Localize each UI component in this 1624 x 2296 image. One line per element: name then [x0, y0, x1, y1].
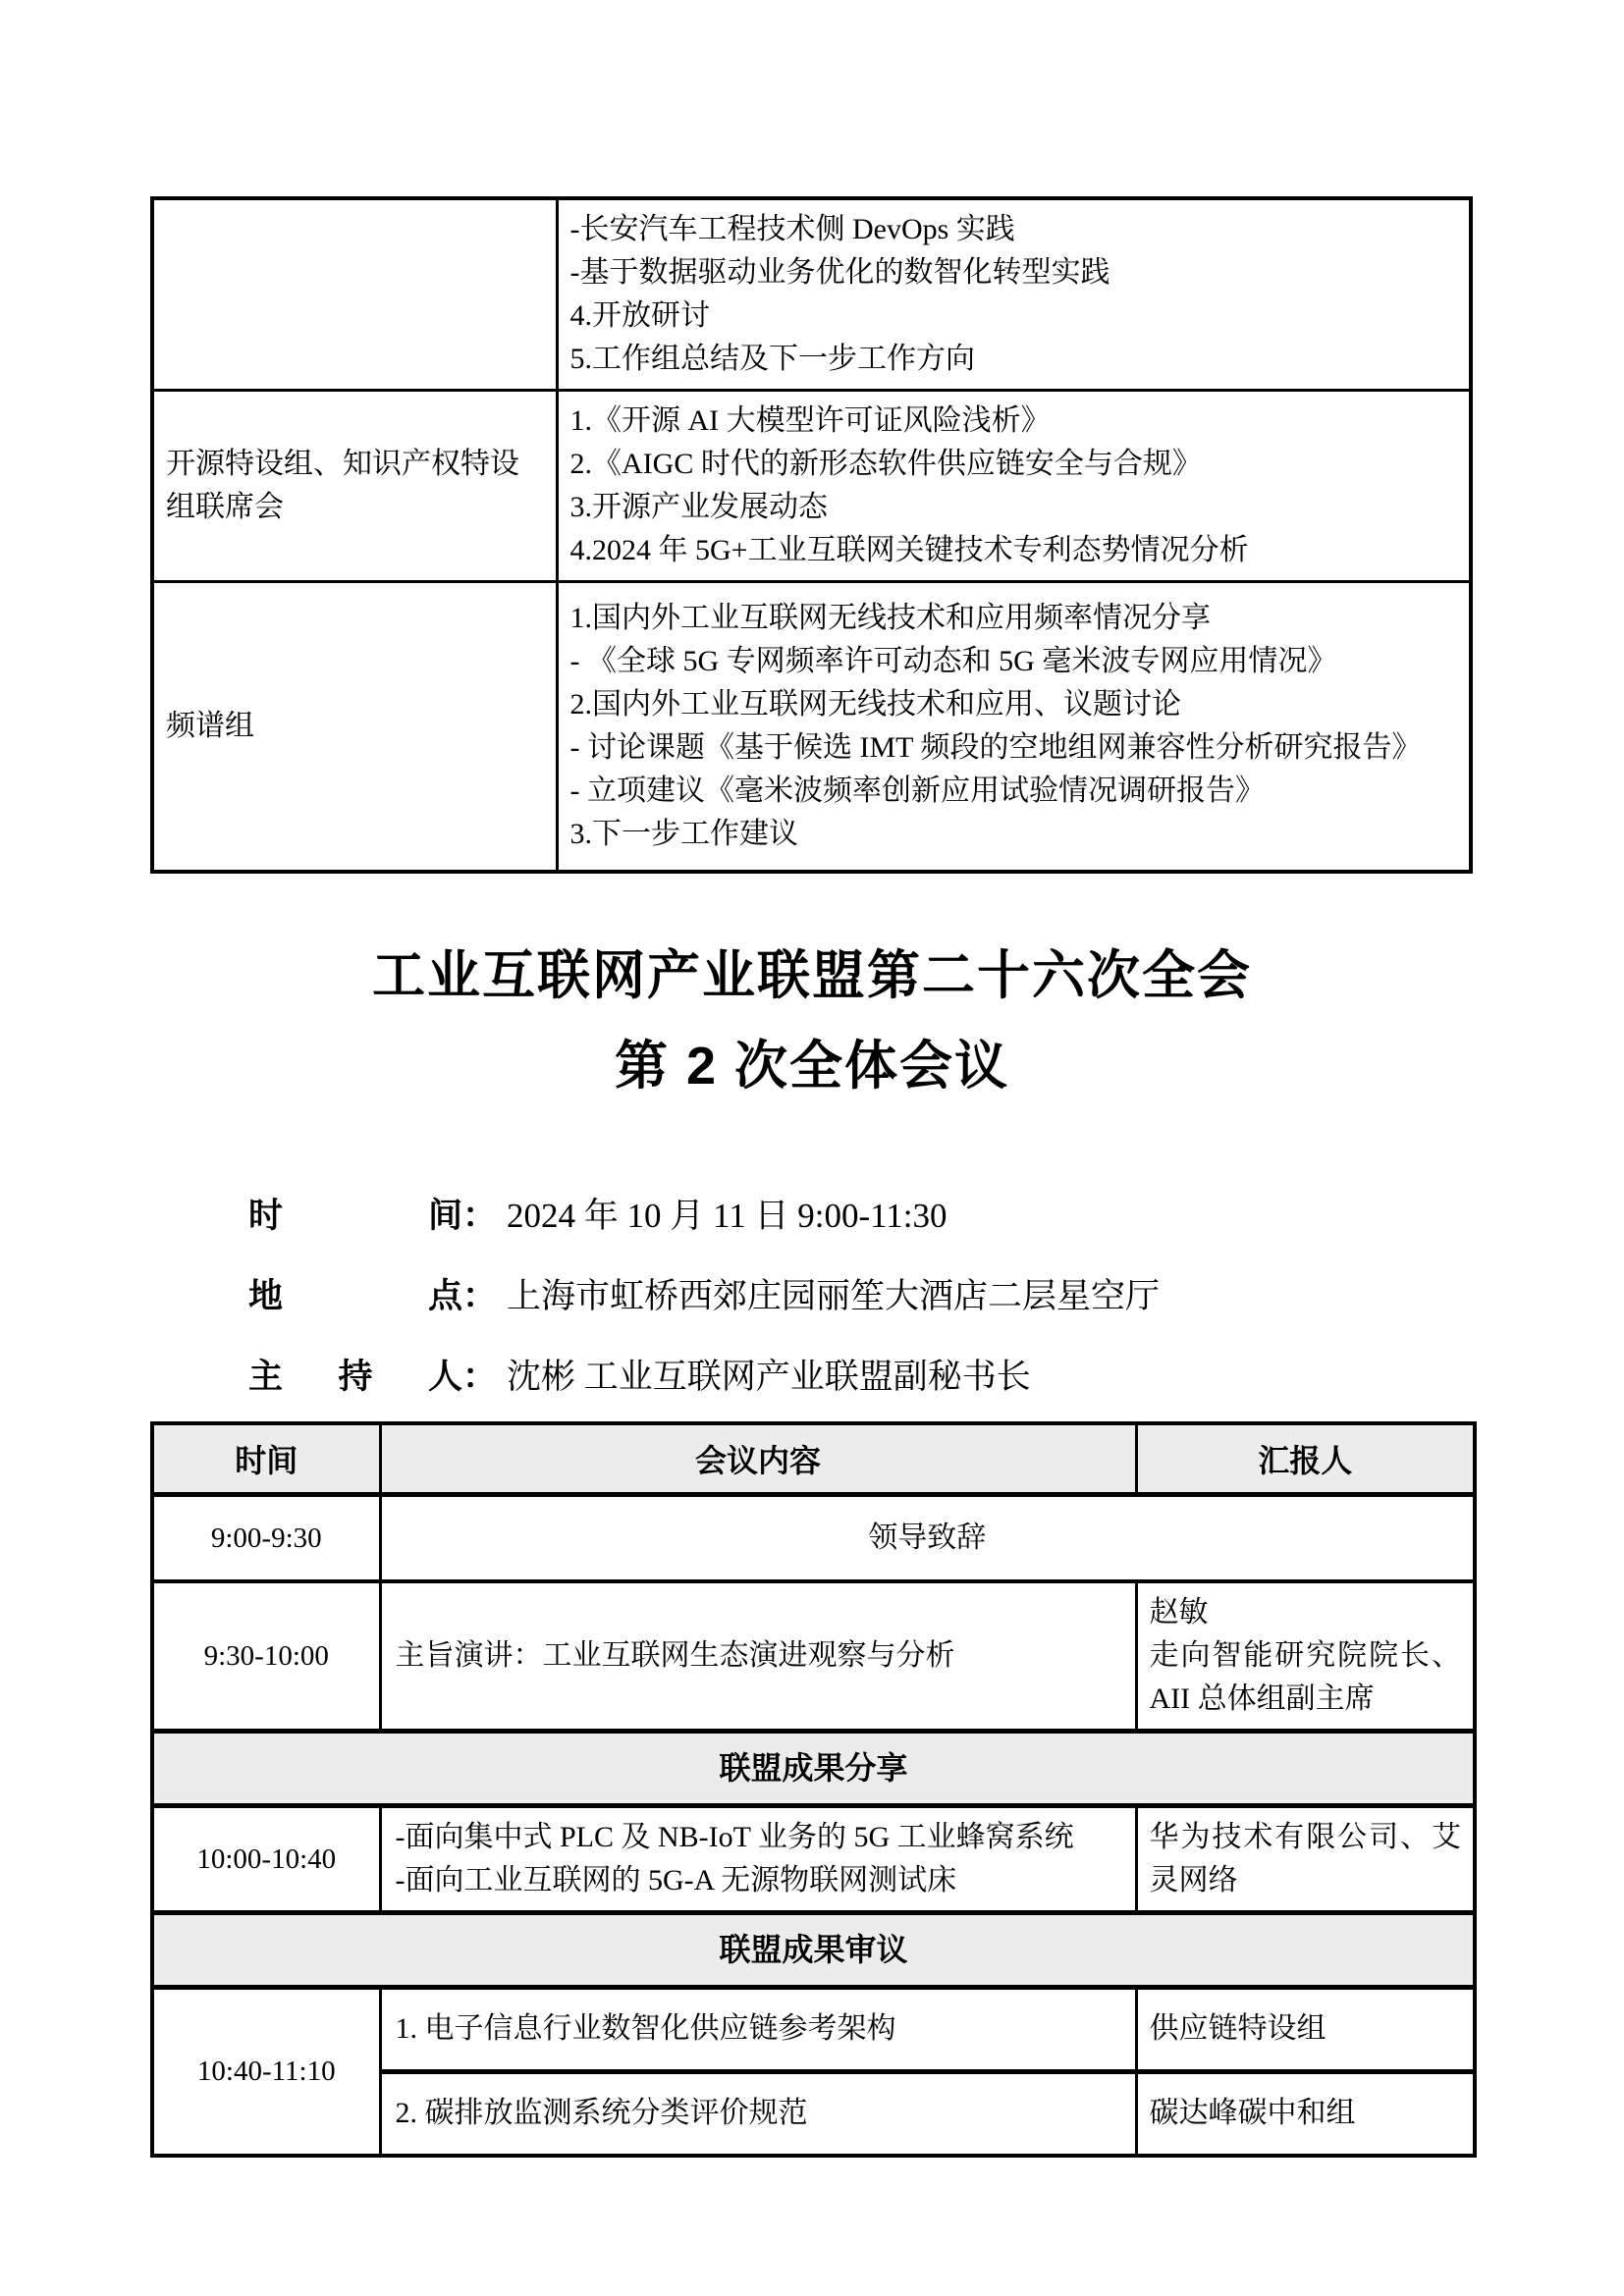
- agenda-line: -长安汽车工程技术侧 DevOps 实践: [569, 213, 1015, 245]
- meeting-info-block: [248, 1176, 1476, 1417]
- working-groups-table: [150, 196, 1473, 874]
- page-subtitle: 第 2 次全体会议: [614, 1037, 1010, 1095]
- info-colon: ：: [462, 1358, 498, 1396]
- agenda-line: - 立项建议《毫米波频率创新应用试验情况调研报告》: [569, 774, 1265, 807]
- time-cell: 9:00-9:30: [152, 1495, 380, 1581]
- agenda-header-row: [152, 1423, 1475, 1495]
- agenda-items-cell: [557, 391, 1471, 582]
- agenda-line: 5.工作组总结及下一步工作方向: [569, 343, 975, 375]
- time-cell: 9:30-10:00: [152, 1581, 380, 1732]
- agenda-section-results-sharing: [152, 1731, 1475, 1805]
- speaker-cell: 供应链特设组: [1136, 1987, 1475, 2071]
- agenda-row-review-item-1: [152, 1987, 1475, 2071]
- agenda-header-speaker: 汇报人: [1136, 1423, 1475, 1495]
- info-value-place: 上海市虹桥西郊庄园丽笙大酒店二层星空厅: [507, 1277, 1161, 1315]
- info-label: 主持人: [248, 1358, 462, 1396]
- info-label: 时间: [248, 1197, 462, 1235]
- info-value-time: 2024 年 10 月 11 日 9:00-11:30: [507, 1197, 947, 1235]
- info-label: 地点: [248, 1277, 462, 1315]
- content-cell-merged: 领导致辞: [380, 1495, 1475, 1581]
- info-colon: ：: [462, 1197, 498, 1235]
- group-name-cell-empty: [152, 198, 557, 391]
- agenda-line: 1.《开源 AI 大模型许可证风险浅析》: [569, 404, 1051, 437]
- content-cell: [380, 1805, 1136, 1912]
- agenda-items-cell: [557, 198, 1471, 391]
- section-title-cell: 联盟成果审议: [152, 1912, 1475, 1987]
- plenary-agenda-table: [150, 1421, 1477, 2158]
- agenda-row-opening: [152, 1495, 1475, 1581]
- agenda-line: 4.2024 年 5G+工业互联网关键技术专利态势情况分析: [569, 534, 1249, 566]
- info-row-place: [248, 1256, 1476, 1337]
- agenda-line: -面向工业互联网的 5G-A 无源物联网测试床: [395, 1863, 957, 1896]
- agenda-section-results-review: [152, 1912, 1475, 1987]
- speaker-cell: [1136, 1581, 1475, 1732]
- group-name-cell: 开源特设组、知识产权特设组联席会: [152, 391, 557, 582]
- agenda-line: 1.国内外工业互联网无线技术和应用频率情况分享: [569, 601, 1211, 634]
- content-cell: 2. 碳排放监测系统分类评价规范: [380, 2071, 1136, 2156]
- table-row-spectrum-group: [152, 582, 1471, 872]
- agenda-line: - 讨论课题《基于候选 IMT 频段的空地组网兼容性分析研究报告》: [569, 730, 1422, 764]
- agenda-header-time: 时间: [152, 1423, 380, 1495]
- group-name-cell: 频谱组: [152, 582, 557, 872]
- table-row-continued: [152, 198, 1471, 391]
- title-block: [0, 931, 1624, 1111]
- agenda-line: 3.下一步工作建议: [569, 817, 798, 850]
- content-cell: 1. 电子信息行业数智化供应链参考架构: [380, 1987, 1136, 2071]
- speaker-cell: 华为技术有限公司、艾灵网络: [1136, 1805, 1475, 1912]
- agenda-row-keynote: [152, 1581, 1475, 1732]
- agenda-line: -基于数据驱动业务优化的数智化转型实践: [569, 256, 1110, 289]
- agenda-items-cell: [557, 582, 1471, 872]
- agenda-line: -面向集中式 PLC 及 NB-IoT 业务的 5G 工业蜂窝系统: [395, 1820, 1074, 1853]
- speaker-name: 赵敏: [1149, 1595, 1209, 1629]
- agenda-line: 3.开源产业发展动态: [569, 491, 828, 523]
- info-colon: ：: [462, 1277, 498, 1315]
- table-row-opensource-ip-group: [152, 391, 1471, 582]
- agenda-line: 4.开放研讨: [569, 299, 710, 332]
- content-cell: 主旨演讲：工业互联网生态演进观察与分析: [380, 1581, 1136, 1732]
- info-row-time: [248, 1176, 1476, 1256]
- section-title-cell: 联盟成果分享: [152, 1731, 1475, 1805]
- speaker-title: 走向智能研究院院长、AII 总体组副主席: [1149, 1638, 1461, 1715]
- time-cell: 10:00-10:40: [152, 1805, 380, 1912]
- agenda-line: 2.《AIGC 时代的新形态软件供应链安全与合规》: [569, 448, 1202, 480]
- page-title: 工业互联网产业联盟第二十六次全会: [372, 946, 1252, 1005]
- info-value-host: 沈彬 工业互联网产业联盟副秘书长: [507, 1358, 1031, 1396]
- agenda-line: 2.国内外工业互联网无线技术和应用、议题讨论: [569, 687, 1181, 721]
- agenda-header-content: 会议内容: [380, 1423, 1136, 1495]
- speaker-cell: 碳达峰碳中和组: [1136, 2071, 1475, 2156]
- info-row-host: [248, 1337, 1476, 1417]
- agenda-row-results-sharing: [152, 1805, 1475, 1912]
- agenda-line: - 《全球 5G 专网频率许可动态和 5G 毫米波专网应用情况》: [569, 644, 1337, 677]
- time-cell: 10:40-11:10: [152, 1987, 380, 2156]
